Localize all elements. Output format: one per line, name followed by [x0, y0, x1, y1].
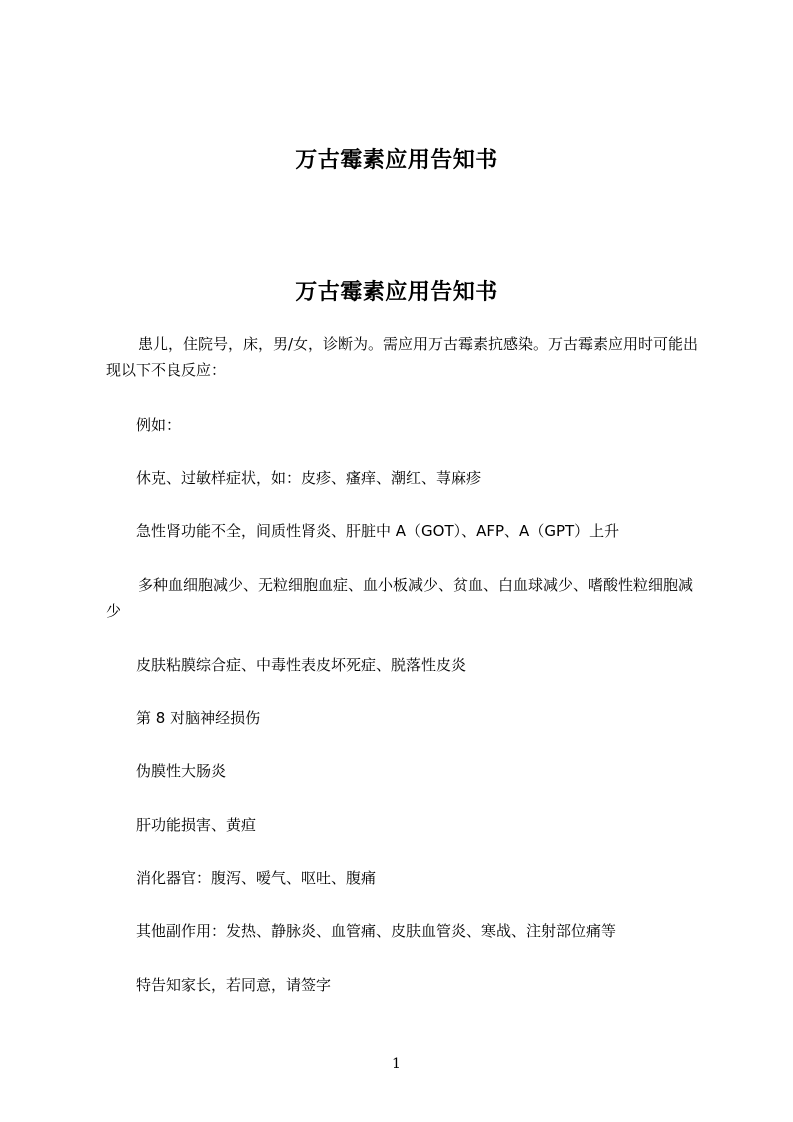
- document-title: 万古霉素应用告知书: [295, 280, 498, 305]
- reaction-colitis: 伪膜性大肠炎: [136, 762, 227, 780]
- reaction-digestive: 消化器官：腹泻、嗳气、呕吐、腹痛: [136, 869, 377, 887]
- reaction-other: 其他副作用：发热、静脉炎、血管痛、皮肤血管炎、寒战、注射部位痛等: [136, 922, 617, 940]
- reaction-liver: 肝功能损害、黄疸: [136, 816, 257, 834]
- reaction-renal: 急性肾功能不全，间质性肾炎、肝脏中 A（GOT）、AFP、A（GPT）上升: [136, 522, 620, 540]
- page-number: 1: [392, 1056, 401, 1072]
- reaction-shock: 休克、过敏样症状，如：皮疹、瘙痒、潮红、荨麻疹: [136, 469, 482, 487]
- reaction-blood: 多种血细胞减少、无粒细胞血症、血小板减少、贫血、白血球减少、嗜酸性粒细胞减少: [106, 576, 694, 620]
- intro-paragraph: 患儿，住院号，床，男/女，诊断为。需应用万古霉素抗感染。万古霉素应用时可能出现以下不良反应：: [106, 335, 699, 379]
- reaction-nerve: 第 8 对脑神经损伤: [136, 709, 261, 727]
- header-title: 万古霉素应用告知书: [295, 148, 498, 173]
- example-heading: 例如：: [136, 416, 182, 434]
- reaction-skin: 皮肤粘膜综合症、中毒性表皮坏死症、脱落性皮炎: [136, 656, 467, 674]
- consent-request: 特告知家长，若同意，请签字: [136, 976, 332, 994]
